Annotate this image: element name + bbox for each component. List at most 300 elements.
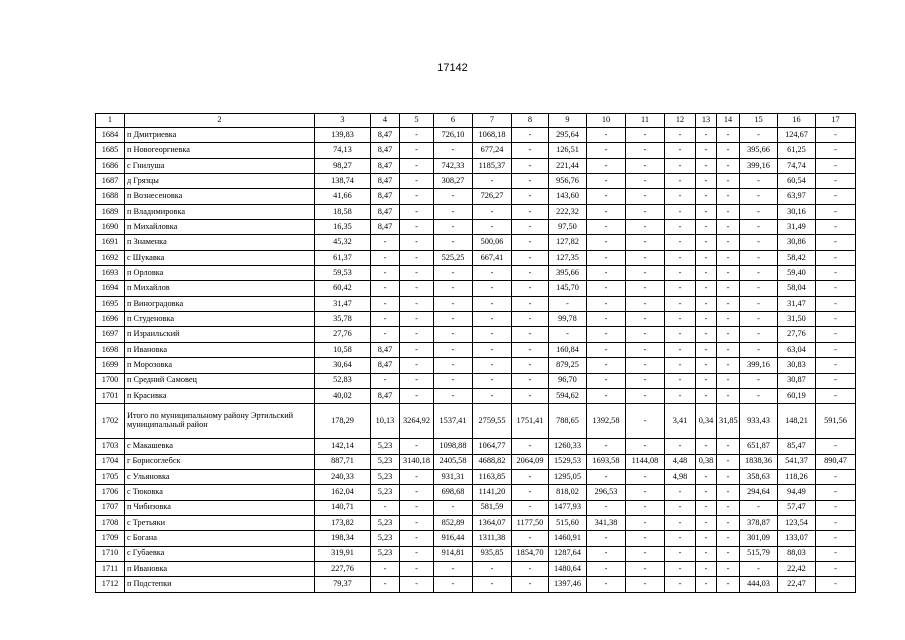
value-cell: 914,81	[434, 546, 473, 561]
value-cell: 818,02	[549, 485, 587, 500]
value-cell: 40,02	[315, 388, 371, 403]
value-cell: 221,44	[549, 158, 587, 173]
value-cell: -	[816, 469, 856, 484]
value-cell: -	[665, 266, 696, 281]
value-cell: -	[717, 469, 740, 484]
value-cell: -	[717, 143, 740, 158]
value-cell: 444,03	[740, 577, 778, 592]
value-cell: -	[371, 312, 400, 327]
value-cell: 52,83	[315, 373, 371, 388]
row-number-cell: 1706	[96, 485, 125, 500]
value-cell: -	[626, 266, 665, 281]
table-row	[96, 281, 856, 296]
value-cell: -	[665, 235, 696, 250]
value-cell: 59,53	[315, 266, 371, 281]
value-cell: 308,27	[434, 174, 473, 189]
table-row	[96, 358, 856, 373]
settlement-name-cell: п Михайлов	[125, 281, 315, 296]
settlement-name-cell: п Ивановка	[125, 561, 315, 576]
value-cell: -	[400, 327, 434, 342]
value-cell: -	[400, 358, 434, 373]
value-cell: -	[626, 404, 665, 439]
value-cell: -	[626, 235, 665, 250]
value-cell: -	[717, 500, 740, 515]
value-cell: -	[371, 561, 400, 576]
value-cell: 63,04	[778, 342, 816, 357]
value-cell: -	[400, 189, 434, 204]
value-cell: -	[473, 220, 512, 235]
value-cell: -	[717, 373, 740, 388]
value-cell: 296,53	[587, 485, 626, 500]
value-cell: -	[400, 439, 434, 454]
value-cell: 5,23	[371, 546, 400, 561]
value-cell: 173,82	[315, 515, 371, 530]
value-cell: -	[626, 373, 665, 388]
value-cell: 31,50	[778, 312, 816, 327]
value-cell: -	[816, 358, 856, 373]
value-cell: 0,38	[696, 454, 717, 469]
value-cell: -	[665, 312, 696, 327]
value-cell: -	[717, 189, 740, 204]
value-cell: -	[400, 515, 434, 530]
value-cell: -	[740, 281, 778, 296]
value-cell: -	[371, 266, 400, 281]
value-cell: -	[626, 546, 665, 561]
row-number-cell: 1700	[96, 373, 125, 388]
value-cell: -	[816, 250, 856, 265]
value-cell: -	[816, 143, 856, 158]
value-cell: -	[587, 250, 626, 265]
value-cell: -	[473, 342, 512, 357]
value-cell: 931,31	[434, 469, 473, 484]
column-header: 7	[473, 114, 512, 128]
value-cell: -	[587, 327, 626, 342]
table-row	[96, 204, 856, 219]
value-cell: 5,23	[371, 485, 400, 500]
value-cell: 1392,58	[587, 404, 626, 439]
value-cell: 890,47	[816, 454, 856, 469]
value-cell: 97,50	[549, 220, 587, 235]
value-cell: -	[626, 128, 665, 143]
value-cell: -	[665, 220, 696, 235]
value-cell: -	[400, 500, 434, 515]
value-cell: -	[717, 235, 740, 250]
row-number-cell: 1688	[96, 189, 125, 204]
value-cell: -	[587, 204, 626, 219]
value-cell: -	[626, 281, 665, 296]
settlement-name-cell: п Чибизовка	[125, 500, 315, 515]
value-cell: 1068,18	[473, 128, 512, 143]
row-number-cell: 1702	[96, 404, 125, 439]
value-cell: -	[400, 373, 434, 388]
value-cell: -	[696, 531, 717, 546]
settlement-name-cell: п Дмитриевка	[125, 128, 315, 143]
value-cell: -	[665, 327, 696, 342]
value-cell: 698,68	[434, 485, 473, 500]
row-number-cell: 1696	[96, 312, 125, 327]
value-cell: -	[626, 531, 665, 546]
settlement-name-cell: с Губаевка	[125, 546, 315, 561]
value-cell: -	[696, 561, 717, 576]
value-cell: 30,86	[778, 235, 816, 250]
value-cell: -	[512, 128, 549, 143]
value-cell: -	[371, 250, 400, 265]
value-cell: -	[512, 235, 549, 250]
settlement-name-cell: п Михайловка	[125, 220, 315, 235]
value-cell: 4,48	[665, 454, 696, 469]
value-cell: 2759,55	[473, 404, 512, 439]
column-header: 15	[740, 114, 778, 128]
value-cell: -	[626, 204, 665, 219]
value-cell: -	[717, 158, 740, 173]
value-cell: -	[717, 388, 740, 403]
column-header: 16	[778, 114, 816, 128]
table-row	[96, 561, 856, 576]
value-cell: -	[717, 439, 740, 454]
value-cell: -	[512, 373, 549, 388]
table-row	[96, 454, 856, 469]
value-cell: 178,29	[315, 404, 371, 439]
table-row	[96, 439, 856, 454]
value-cell: 74,74	[778, 158, 816, 173]
row-number-cell: 1701	[96, 388, 125, 403]
value-cell: 8,47	[371, 204, 400, 219]
value-cell: -	[400, 546, 434, 561]
value-cell: -	[587, 266, 626, 281]
value-cell: 3,41	[665, 404, 696, 439]
value-cell: 30,16	[778, 204, 816, 219]
value-cell: 118,26	[778, 469, 816, 484]
value-cell: 294,64	[740, 485, 778, 500]
settlement-name-cell: п Владимировка	[125, 204, 315, 219]
value-cell: -	[717, 546, 740, 561]
value-cell: 63,97	[778, 189, 816, 204]
value-cell: -	[696, 373, 717, 388]
table-row	[96, 174, 856, 189]
row-number-cell: 1687	[96, 174, 125, 189]
value-cell: 358,63	[740, 469, 778, 484]
value-cell: 143,60	[549, 189, 587, 204]
value-cell: -	[587, 281, 626, 296]
value-cell: -	[740, 266, 778, 281]
value-cell: -	[587, 220, 626, 235]
value-cell: -	[587, 373, 626, 388]
value-cell: 8,47	[371, 158, 400, 173]
value-cell: 8,47	[371, 388, 400, 403]
value-cell: 319,91	[315, 546, 371, 561]
value-cell: 10,58	[315, 342, 371, 357]
value-cell: -	[740, 220, 778, 235]
value-cell: -	[512, 189, 549, 204]
value-cell: -	[665, 158, 696, 173]
value-cell: -	[587, 469, 626, 484]
table-row	[96, 189, 856, 204]
value-cell: -	[434, 281, 473, 296]
value-cell: -	[400, 266, 434, 281]
value-cell: -	[400, 281, 434, 296]
value-cell: 651,87	[740, 439, 778, 454]
table-row	[96, 143, 856, 158]
row-number-cell: 1708	[96, 515, 125, 530]
table-row	[96, 158, 856, 173]
settlement-name-cell: с Третьяки	[125, 515, 315, 530]
value-cell: 5,23	[371, 454, 400, 469]
value-cell: -	[626, 312, 665, 327]
value-cell: -	[665, 515, 696, 530]
settlement-name-cell: с Ульяновка	[125, 469, 315, 484]
value-cell: -	[473, 296, 512, 311]
value-cell: -	[717, 531, 740, 546]
value-cell: -	[816, 296, 856, 311]
value-cell: -	[512, 327, 549, 342]
value-cell: 98,27	[315, 158, 371, 173]
value-cell: -	[473, 577, 512, 592]
value-cell: 0,34	[696, 404, 717, 439]
value-cell: 57,47	[778, 500, 816, 515]
value-cell: 301,09	[740, 531, 778, 546]
row-number-cell: 1712	[96, 577, 125, 592]
value-cell: -	[696, 235, 717, 250]
value-cell: -	[740, 174, 778, 189]
value-cell: 60,42	[315, 281, 371, 296]
value-cell: -	[816, 500, 856, 515]
settlement-name-cell: п Виноградовка	[125, 296, 315, 311]
value-cell: -	[434, 561, 473, 576]
table-row	[96, 404, 856, 439]
value-cell: -	[400, 531, 434, 546]
value-cell: -	[512, 358, 549, 373]
settlement-name-cell: п Морозовка	[125, 358, 315, 373]
value-cell: -	[473, 327, 512, 342]
value-cell: -	[717, 312, 740, 327]
row-number-cell: 1711	[96, 561, 125, 576]
value-cell: -	[717, 220, 740, 235]
value-cell: -	[816, 174, 856, 189]
table-row	[96, 515, 856, 530]
value-cell: -	[626, 561, 665, 576]
value-cell: -	[717, 454, 740, 469]
value-cell: 1163,85	[473, 469, 512, 484]
value-cell: -	[473, 388, 512, 403]
column-header: 2	[125, 114, 315, 128]
table-row	[96, 312, 856, 327]
column-header: 10	[587, 114, 626, 128]
value-cell: 399,16	[740, 158, 778, 173]
settlement-name-cell: п Красивка	[125, 388, 315, 403]
row-number-cell: 1703	[96, 439, 125, 454]
row-number-cell: 1709	[96, 531, 125, 546]
value-cell: 96,70	[549, 373, 587, 388]
value-cell: -	[587, 128, 626, 143]
value-cell: 198,34	[315, 531, 371, 546]
value-cell: -	[371, 296, 400, 311]
data-table	[95, 113, 856, 593]
value-cell: -	[665, 500, 696, 515]
value-cell: 788,65	[549, 404, 587, 439]
value-cell: -	[626, 250, 665, 265]
value-cell: 1854,70	[512, 546, 549, 561]
value-cell: 10,13	[371, 404, 400, 439]
value-cell: -	[473, 204, 512, 219]
value-cell: -	[717, 250, 740, 265]
value-cell: -	[587, 500, 626, 515]
value-cell: 879,25	[549, 358, 587, 373]
value-cell: -	[717, 174, 740, 189]
value-cell: 1260,33	[549, 439, 587, 454]
value-cell: -	[665, 250, 696, 265]
settlement-name-cell: с Макашевка	[125, 439, 315, 454]
value-cell: -	[717, 128, 740, 143]
table-row	[96, 296, 856, 311]
value-cell: 31,47	[778, 296, 816, 311]
column-header: 17	[816, 114, 856, 128]
value-cell: -	[740, 128, 778, 143]
value-cell: 27,76	[778, 327, 816, 342]
value-cell: -	[400, 204, 434, 219]
value-cell: 8,47	[371, 143, 400, 158]
table-row	[96, 500, 856, 515]
value-cell: 667,41	[473, 250, 512, 265]
value-cell: 515,60	[549, 515, 587, 530]
value-cell: 933,43	[740, 404, 778, 439]
value-cell: -	[816, 220, 856, 235]
value-cell: 60,19	[778, 388, 816, 403]
value-cell: 500,06	[473, 235, 512, 250]
value-cell: 127,82	[549, 235, 587, 250]
value-cell: -	[512, 143, 549, 158]
value-cell: 887,71	[315, 454, 371, 469]
value-cell: -	[740, 373, 778, 388]
value-cell: -	[512, 388, 549, 403]
value-cell: -	[587, 189, 626, 204]
value-cell: -	[400, 128, 434, 143]
value-cell: 160,84	[549, 342, 587, 357]
table-row	[96, 266, 856, 281]
settlement-name-cell: д Грязцы	[125, 174, 315, 189]
value-cell: -	[512, 561, 549, 576]
value-cell: -	[626, 174, 665, 189]
value-cell: -	[587, 439, 626, 454]
value-cell: -	[665, 204, 696, 219]
value-cell: -	[434, 358, 473, 373]
value-cell: -	[816, 515, 856, 530]
row-number-cell: 1704	[96, 454, 125, 469]
value-cell: 16,35	[315, 220, 371, 235]
value-cell: 162,04	[315, 485, 371, 500]
value-cell: -	[696, 281, 717, 296]
value-cell: -	[816, 342, 856, 357]
value-cell: 8,47	[371, 128, 400, 143]
value-cell: -	[696, 128, 717, 143]
table-row	[96, 388, 856, 403]
column-header: 6	[434, 114, 473, 128]
value-cell: -	[717, 358, 740, 373]
value-cell: 99,78	[549, 312, 587, 327]
value-cell: -	[696, 469, 717, 484]
table-row	[96, 250, 856, 265]
value-cell: -	[665, 485, 696, 500]
value-cell: -	[816, 561, 856, 576]
value-cell: -	[434, 327, 473, 342]
page-number: 17142	[437, 62, 468, 74]
value-cell: 22,47	[778, 577, 816, 592]
value-cell: 541,37	[778, 454, 816, 469]
value-cell: 395,66	[549, 266, 587, 281]
value-cell: -	[740, 312, 778, 327]
value-cell: -	[696, 189, 717, 204]
value-cell: 41,66	[315, 189, 371, 204]
value-cell: 4,98	[665, 469, 696, 484]
value-cell: 1751,41	[512, 404, 549, 439]
settlement-name-cell: с Гнилуша	[125, 158, 315, 173]
value-cell: -	[434, 189, 473, 204]
settlement-name-cell: п Средний Самовец	[125, 373, 315, 388]
value-cell: -	[717, 561, 740, 576]
value-cell: 61,25	[778, 143, 816, 158]
value-cell: 1693,58	[587, 454, 626, 469]
value-cell: 222,32	[549, 204, 587, 219]
value-cell: 956,76	[549, 174, 587, 189]
value-cell: -	[665, 189, 696, 204]
table-row	[96, 469, 856, 484]
value-cell: -	[665, 577, 696, 592]
value-cell: -	[717, 577, 740, 592]
value-cell: -	[371, 235, 400, 250]
value-cell: 30,83	[778, 358, 816, 373]
value-cell: 295,64	[549, 128, 587, 143]
value-cell: -	[400, 469, 434, 484]
value-cell: 395,66	[740, 143, 778, 158]
value-cell: 5,23	[371, 531, 400, 546]
value-cell: -	[696, 266, 717, 281]
value-cell: 1480,64	[549, 561, 587, 576]
row-number-cell: 1698	[96, 342, 125, 357]
value-cell: 935,85	[473, 546, 512, 561]
value-cell: 8,47	[371, 358, 400, 373]
value-cell: 2064,09	[512, 454, 549, 469]
value-cell: 5,23	[371, 439, 400, 454]
value-cell: 8,47	[371, 220, 400, 235]
value-cell: 88,03	[778, 546, 816, 561]
value-cell: -	[400, 143, 434, 158]
value-cell: -	[512, 469, 549, 484]
value-cell: -	[587, 577, 626, 592]
value-cell: 1838,36	[740, 454, 778, 469]
row-number-cell: 1685	[96, 143, 125, 158]
value-cell: 1287,64	[549, 546, 587, 561]
value-cell: 60,54	[778, 174, 816, 189]
value-cell: -	[473, 373, 512, 388]
table-row	[96, 373, 856, 388]
value-cell: -	[665, 561, 696, 576]
value-cell: 30,87	[778, 373, 816, 388]
value-cell: -	[400, 342, 434, 357]
row-number-cell: 1695	[96, 296, 125, 311]
settlement-name-cell: п Подстепки	[125, 577, 315, 592]
header-row	[96, 114, 856, 128]
value-cell: -	[740, 189, 778, 204]
column-header: 3	[315, 114, 371, 128]
value-cell: -	[512, 158, 549, 173]
table-row	[96, 577, 856, 592]
value-cell: -	[717, 485, 740, 500]
value-cell: -	[816, 128, 856, 143]
value-cell: -	[512, 250, 549, 265]
value-cell: -	[816, 266, 856, 281]
table-row	[96, 327, 856, 342]
value-cell: -	[740, 500, 778, 515]
value-cell: 18,58	[315, 204, 371, 219]
